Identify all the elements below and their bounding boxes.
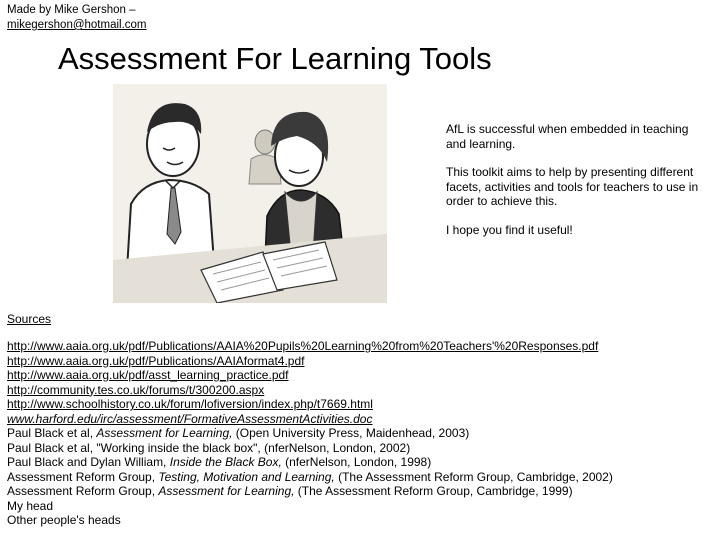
- source-link[interactable]: http://www.aaia.org.uk/pdf/Publications/AAIAformat4.pdf: [7, 353, 305, 368]
- extra-source: My head: [7, 498, 54, 513]
- extra-source: Other people's heads: [7, 513, 121, 527]
- sources-list: [7, 339, 613, 528]
- book-reference: [7, 426, 613, 441]
- intro-text: [446, 122, 706, 251]
- source-link[interactable]: http://www.aaia.org.uk/pdf/Publications/AAIA%20Pupils%20Learning%20from%20Teachers'%20Responses.pdf: [7, 339, 599, 353]
- book-reference: [7, 470, 613, 485]
- source-link[interactable]: www.harford.edu/irc/assessment/FormativeAssessmentActivities.doc: [7, 411, 373, 426]
- author-email-link[interactable]: mikegershon@hotmail.com: [7, 19, 147, 31]
- source-link[interactable]: http://www.schoolhistory.co.uk/forum/lofiversion/index.php/t7669.html: [7, 397, 373, 411]
- source-link[interactable]: http://www.aaia.org.uk/pdf/asst_learning_practice.pdf: [7, 368, 289, 382]
- reference-details: (Open University Press, Maidenhead, 2003): [232, 426, 470, 440]
- intro-paragraph: AfL is successful when embedded in teaching and learning.: [446, 122, 689, 151]
- reference-details: (The Assessment Reform Group, Cambridge, 1999): [294, 484, 573, 498]
- author-credit: [7, 3, 147, 33]
- intro-paragraph: I hope you find it useful!: [446, 222, 573, 237]
- reference-details: (The Assessment Reform Group, Cambridge, 2002): [334, 469, 613, 484]
- book-reference: [7, 441, 613, 456]
- source-link[interactable]: http://community.tes.co.uk/forums/t/300200.aspx: [7, 382, 265, 397]
- sources-heading: Sources: [7, 312, 52, 326]
- page-title: Assessment For Learning Tools: [58, 41, 492, 76]
- reference-author: Paul Black and Dylan William,: [7, 455, 170, 469]
- reference-author: Paul Black et al,: [7, 426, 97, 440]
- intro-paragraph: This toolkit aims to help by presenting different facets, activities and tools for teachers to use in order to achieve this.: [446, 165, 699, 208]
- book-reference: [7, 484, 613, 499]
- teacher-and-student-sketch-icon: [113, 84, 387, 303]
- teacher-and-student-illustration: [113, 84, 387, 303]
- book-reference: [7, 455, 613, 470]
- reference-author: Paul Black et al, "Working inside the black box", (nferNelson, London, 2002): [7, 440, 411, 455]
- reference-title: Assessment for Learning,: [158, 484, 295, 498]
- reference-author: Assessment Reform Group,: [7, 484, 159, 498]
- reference-title: Inside the Black Box,: [169, 455, 282, 469]
- author-line: Made by Mike Gershon –: [7, 4, 136, 16]
- reference-title: Testing, Motivation and Learning,: [158, 469, 335, 484]
- reference-details: (nferNelson, London, 1998): [281, 455, 432, 469]
- reference-author: Assessment Reform Group,: [7, 469, 159, 484]
- reference-title: Assessment for Learning,: [96, 426, 233, 440]
